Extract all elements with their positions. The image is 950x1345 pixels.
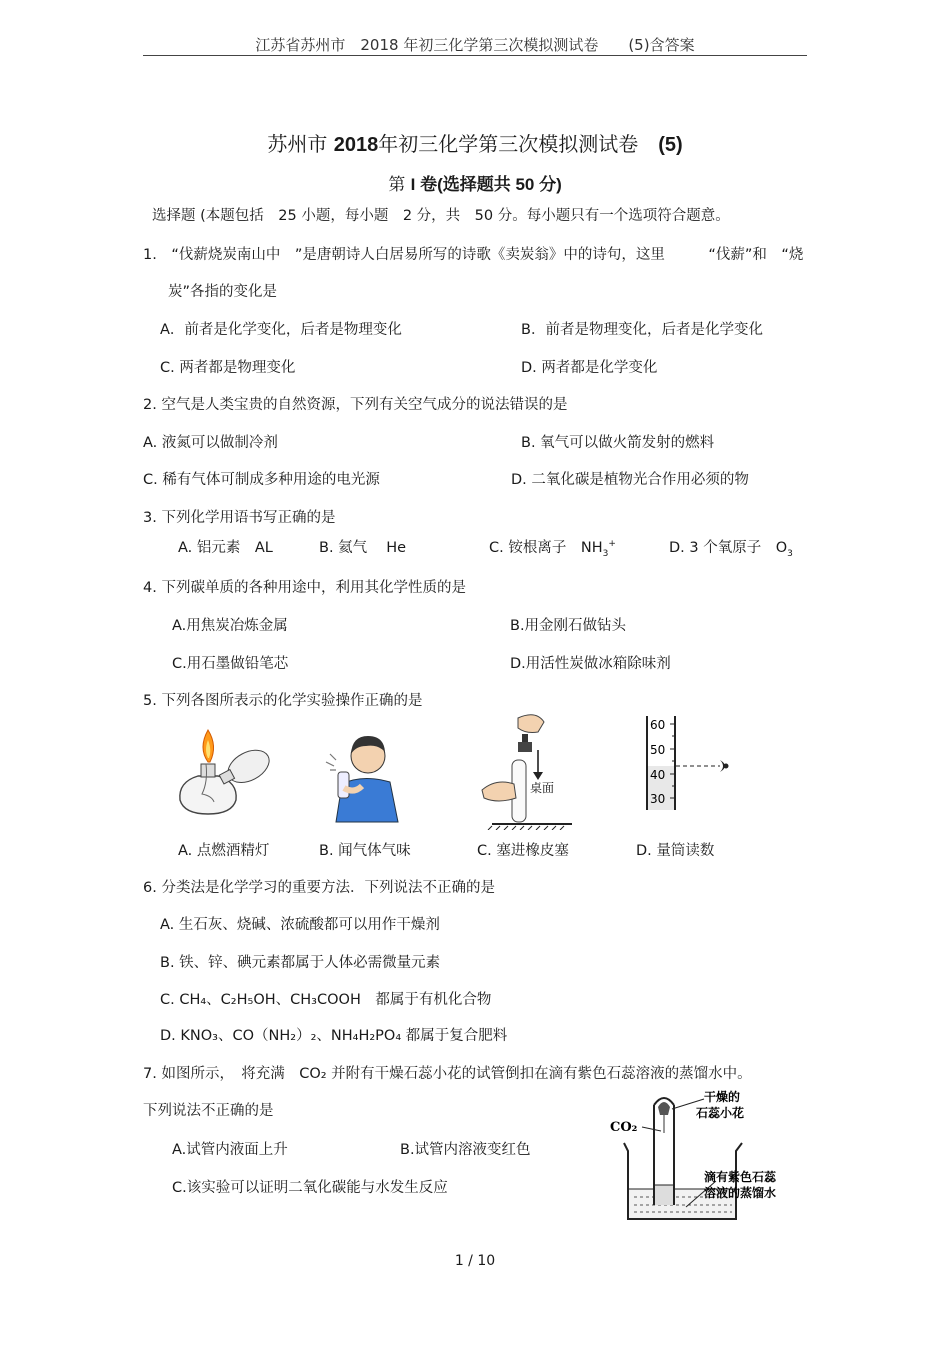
q3-option-d-text: D. 3 个氧原子 O [669,540,788,556]
q3-option-c-subscript: 3 [602,548,609,559]
cylinder-tick-40: 40 [650,768,666,782]
page-number: 1 / 10 [454,1253,496,1269]
q3-option-c-superscript: + [608,539,616,550]
q7-option-c: C.该实验可以证明二氧化碳能与水发生反应 [172,1180,448,1196]
title-number: (5) [658,134,683,156]
q1-stem-line2: 炭”各指的变化是 [168,284,278,300]
q3-option-d [669,536,793,559]
q6-option-c: C. CH₄、C₂H₅OH、CH₃COOH 都属于有机化合物 [160,992,492,1008]
q5-stem: 5. 下列各图所表示的化学实验操作正确的是 [143,693,423,709]
q3-option-c [489,536,616,559]
title-prefix: 苏州市 [267,132,334,156]
header-rule [143,55,807,56]
q3-option-a: A. 铝元素 AL [178,540,273,556]
running-header: 江苏省苏州市 2018 年初三化学第三次模拟测试卷 (5)含答案 [255,36,695,54]
q2-stem: 2. 空气是人类宝贵的自然资源，下列有关空气成分的说法错误的是 [143,397,568,413]
figure-stopper [478,712,572,830]
exam-title [0,128,950,157]
figure-co2-label: CO₂ [610,1120,638,1135]
figure-flower-label-2: 石蕊小花 [696,1106,745,1120]
q3-stem: 3. 下列化学用语书写正确的是 [143,510,336,526]
q7-option-b: B.试管内溶液变红色 [400,1142,531,1158]
q2-option-c: C. 稀有气体可制成多种用途的电光源 [143,472,380,488]
instructions: 选择题 (本题包括 25 小题，每小题 2 分，共 50 分。每小题只有一个选项符合题意。 [152,208,730,224]
cylinder-tick-60: 60 [650,718,666,732]
q6-option-b: B. 铁、锌、碘元素都属于人体必需微量元素 [160,955,441,971]
q5-option-c: C. 塞进橡皮塞 [477,843,569,859]
q6-option-d: D. KNO₃、CO（NH₂）₂、NH₄H₂PO₄ 都属于复合肥料 [160,1028,508,1044]
figure-water-label-1: 滴有紫色石蕊 [704,1170,777,1184]
q3-option-d-subscript: 3 [787,548,793,559]
section-roman: I [410,175,416,194]
q2-option-d: D. 二氧化碳是植物光合作用必须的物 [511,472,749,488]
q7-stem-line1: 7. 如图所示， 将充满 CO₂ 并附有干燥石蕊小花的试管倒扣在滴有紫色石蕊溶液的蒸馏水中。 [143,1066,752,1082]
q5-option-d: D. 量筒读数 [636,843,715,859]
q2-option-a: A. 液氮可以做制冷剂 [143,435,278,451]
section-score: 50 [515,175,535,194]
q6-option-a: A. 生石灰、烧碱、浓硫酸都可以用作干燥剂 [160,917,440,933]
q7-stem-line2: 下列说法不正确的是 [143,1103,274,1119]
q1-stem-line1: 1. “伐薪烧炭南山中 ”是唐朝诗人白居易所写的诗歌《卖炭翁》中的诗句，这里 “伐薪”和 “烧 [143,247,804,263]
section-prefix: 第 [388,175,411,195]
section-middle: 卷(选择题共 [415,175,516,194]
q4-option-a: A.用焦炭冶炼金属 [172,618,288,634]
q1-option-c: C. 两者都是物理变化 [160,360,296,376]
q4-option-d: D.用活性炭做冰箱除味剂 [510,656,671,672]
q3-option-c-text: C. 铵根离子 NH [489,540,603,556]
section-title [0,170,950,195]
q1-option-a: A．前者是化学变化，后者是物理变化 [160,322,402,338]
q1-option-b: B．前者是物理变化，后者是化学变化 [521,322,763,338]
q4-stem: 4. 下列碳单质的各种用途中，利用其化学性质的是 [143,580,466,596]
q5-option-b: B. 闻气体气味 [319,843,411,859]
figure-smell-gas [322,724,408,824]
cylinder-tick-50: 50 [650,743,666,757]
title-middle: 年初三化学第三次模拟测试卷 [378,132,659,156]
figure-alcohol-lamp [172,722,278,822]
figure-water-label-2: 溶液的蒸馏水 [704,1186,777,1200]
q4-option-c: C.用石墨做铅笔芯 [172,656,289,672]
title-year: 2018 [333,134,379,156]
q4-option-b: B.用金刚石做钻头 [510,618,627,634]
q6-stem: 6. 分类法是化学学习的重要方法．下列说法不正确的是 [143,880,495,896]
q3-option-b: B. 氦气 He [319,540,407,556]
figure-co2-tube [606,1085,806,1225]
cylinder-tick-30: 30 [650,792,666,806]
figure-table-label: 桌面 [530,781,555,795]
q1-option-d: D. 两者都是化学变化 [521,360,658,376]
figure-cylinder [640,714,750,814]
section-suffix: 分) [534,175,562,194]
q5-option-a: A. 点燃酒精灯 [178,843,270,859]
q7-option-a: A.试管内液面上升 [172,1142,288,1158]
q2-option-b: B. 氧气可以做火箭发射的燃料 [521,435,715,451]
figure-flower-label-1: 干燥的 [704,1090,741,1104]
